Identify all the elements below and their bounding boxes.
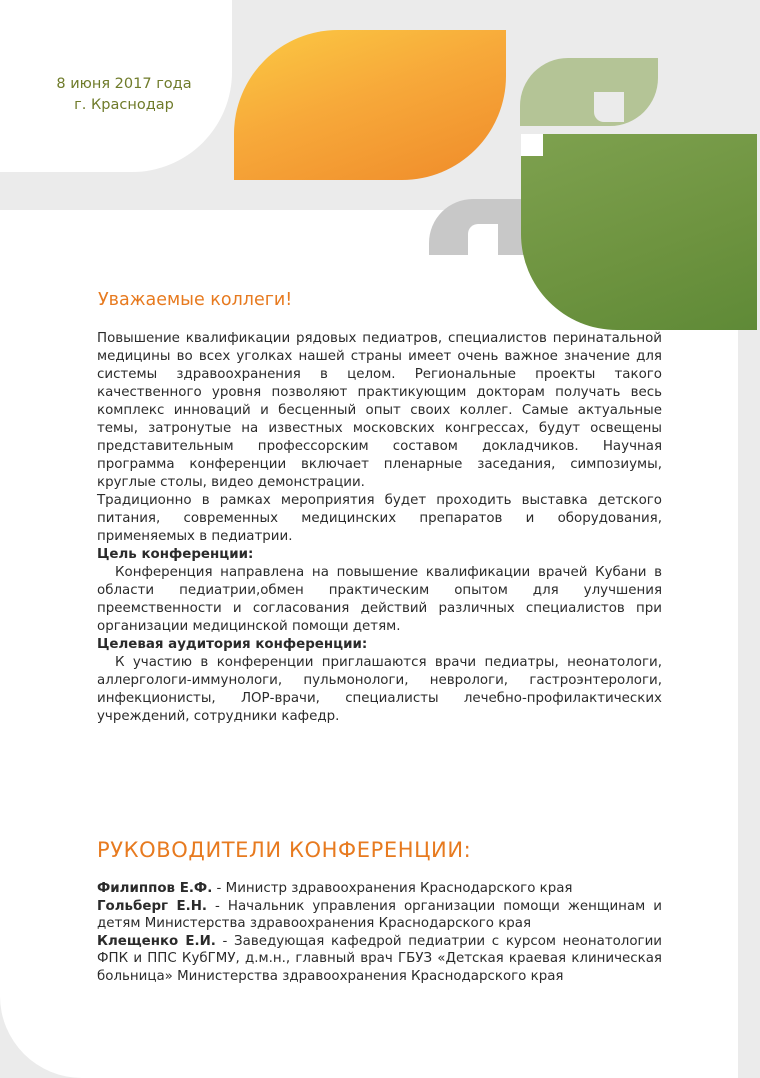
orange-leaf-shape — [234, 30, 506, 180]
greeting-heading: Уважаемые коллеги! — [98, 290, 293, 310]
leader-item — [97, 898, 662, 933]
light-green-leaf-shape — [520, 58, 658, 126]
audience-text: К участию в конференции приглашаются врачи педиатры, неонатологи, аллергологи-иммунологи, пульмонологи, неврологи, гастроэнтерологи, инфекционисты, ЛОР-врачи, специалисты лечебно-профилактических учреждений, сотрудники кафедр. — [97, 655, 662, 724]
dark-green-leaf-shape — [521, 134, 757, 330]
goal-heading: Цель конференции: — [97, 547, 254, 562]
leaders-list — [97, 880, 662, 985]
leader-item — [97, 933, 662, 986]
leader-role: - Министр здравоохранения Краснодарского края — [212, 881, 573, 896]
leader-name: Филиппов Е.Ф. — [97, 881, 213, 896]
leader-name: Гольберг Е.Н. — [97, 898, 207, 914]
event-date: 8 июня 2017 года — [56, 76, 192, 92]
date-location — [40, 74, 208, 116]
leader-role: - Начальник управления организации помощи женщинам и детям Министерства здравоохранения Краснодарского края — [97, 898, 662, 931]
audience-heading: Целевая аудитория конференции: — [97, 637, 368, 652]
leaders-heading: РУКОВОДИТЕЛИ КОНФЕРЕНЦИИ: — [97, 838, 472, 862]
goal-text: Конференция направлена на повышение квалификации врачей Кубани в области педиатрии,обмен практическим опытом для улучшения преемственности и согласования действий различных специалистов при организации медицинской помощи детям. — [97, 565, 662, 634]
main-text — [97, 330, 662, 726]
intro-paragraph-2: Традиционно в рамках мероприятия будет проходить выставка детского питания, современных медицинских препаратов и оборудования, применяемых в педиатрии. — [97, 493, 662, 544]
dark-green-notch — [521, 134, 543, 156]
leader-role: - Заведующая кафедрой педиатрии с курсом неонатологии ФПК и ППС КубГМУ, д.м.н., главный врач ГБУЗ «Детская краевая клиническая больница» Министерства здравоохранения Краснодарского края — [97, 933, 662, 984]
intro-paragraph-1: Повышение квалификации рядовых педиатров, специалистов перинатальной медицины во всех уголках нашей страны имеет очень важное значение для системы здравоохранения в целом. Региональные проекты такого качественного уровня позволяют практикующим докторам получать весь комплекс инноваций и бесценный опыт своих коллег. Самые актуальные темы, затронутые на известных московских конгрессах, будут освещены представительным профессорским составом докладчиков. Научная программа конференции включает пленарные заседания, симпозиумы, круглые столы, видео демонстрации. — [97, 331, 662, 490]
leader-item — [97, 880, 662, 898]
gray-notch — [468, 224, 498, 256]
event-city: г. Краснодар — [74, 97, 174, 113]
light-green-notch — [594, 92, 624, 122]
leader-name: Клещенко Е.И. — [97, 933, 216, 949]
